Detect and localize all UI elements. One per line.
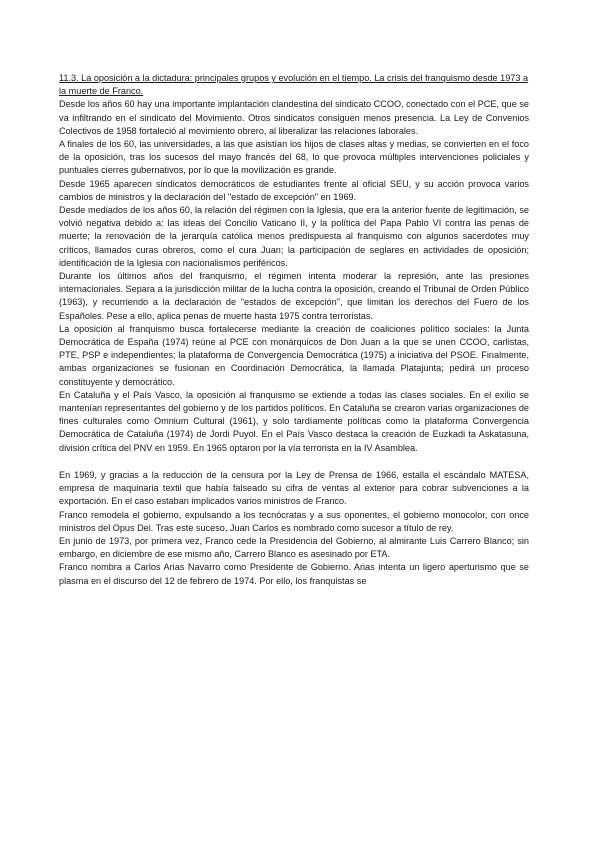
paragraph-government-remodel: Franco remodela el gobierno, expulsando a los tecnócratas y a sus oponentes, el gobierno monocolor, con once ministros del Opus Dei. Tras este suceso, Juan Carlos es nombrado como sucesor a título de rey.	[59, 509, 529, 533]
paragraph-universities: A finales de los 60, las universidades, a las que asistían los hijos de clases altas y medias, se convierten en el foco de la oposición, tras los sucesos del mayo francés del 68, lo que provoca múltiples intervenciones policiales y puntuales cierres gubernativos, por lo que la movilización es grande.	[59, 139, 529, 176]
paragraph-church: Desde mediados de los años 60, la relación del régimen con la Iglesia, que era la anterior fuente de legitimación, se volvió negativa debido a: las ideas del Concilio Vaticano II, y la política del Papa Pablo VI contra las penas de muerte; la renovación de la jerarquía católica menos predispuesta al franquismo con algunos sacerdotes muy críticos, llamados curas obreros, como el cura Juan; la participación de seglares en actividades de oposición; identificación de la Iglesia con nacionalismos periféricos.	[59, 205, 529, 268]
paragraph-matesa: En 1969, y gracias a la reducción de la censura por la Ley de Prensa de 1966, estalla el escándalo MATESA, empresa de maquinaria textil que había falseado su cifra de ventas al exterior para cobrar subvenciones a la exportación. En el caso estaban implicados varios ministros de Franco.	[59, 469, 529, 507]
paragraph-coalitions: La oposición al franquismo busca fortalecerse mediante la creación de coaliciones político sociales: la Junta Democrática de España (1974) reúne al PCE con monárquicos de Don Juan a la que se unen CCOO, carlistas, PTE, PSP e independientes; la plataforma de Convergencia Democrática (1975) a iniciativa del PSOE. Finalmente, ambas organizaciones se fusionan en Coordinación Democrática, la llamada Platajunta; pedirá un proceso constituyente y democrático.	[59, 323, 529, 387]
paragraph-ccoo: Desde los años 60 hay una importante implantación clandestina del sindicato CCOO, conectado con el PCE, que se va infiltrando en el sindicato del Movimiento. Otros sindicatos consiguen menos presencia. La Ley de Convenios Colectivos de 1958 fortaleció al movimiento obrero, al liberalizar las relaciones laborales.	[59, 99, 529, 136]
paragraph-catalonia-basque: En Cataluña y el País Vasco, la oposición al franquismo se extiende a todas las clases sociales. En el exilio se mantenían representantes del gobierno y de los partidos políticos. En Cataluña se crearon varias organizaciones de fines culturales como Omnium Cultural (1961), y solo tardíamente políticas como la plataforma Convergencia Democrática de Cataluña (1974) de Jordi Puyol. En el País Vasco destaca la creación de Euzkadi ta Askatasuna, división crítica del PNV en 1959. En 1965 optaron por la vía terrorista en la IV Asamblea.	[59, 389, 529, 453]
paragraph-student-unions: Desde 1965 aparecen sindicatos democráticos de estudiantes frente al oficial SEU, y su acción provoca varios cambios de ministros y la declaración del "estado de excepción" en 1969.	[59, 178, 529, 202]
document-page	[59, 72, 529, 588]
paragraph-carrero-blanco: En junio de 1973, por primera vez, Franco cede la Presidencia del Gobierno, al almirante Luis Carrero Blanco; sin embargo, en diciembre de ese mismo año, Carrero Blanco es asesinado por ETA.	[59, 535, 529, 560]
paragraph-gap	[59, 455, 529, 469]
paragraph-repression: Durante los últimos años del franquismo, el régimen intenta moderar la represión, ante las presiones internacionales. Separa a la jurisdicción militar de la lucha contra la oposición, creando el Tribunal de Orden Público (1963), y recurriendo a la declaración de "estados de excepción", que limitan los derechos del Fuero de los Españoles. Pese a ello, aplica penas de muerte hasta 1975 contra terroristas.	[59, 271, 529, 321]
paragraph-arias-navarro: Franco nombra a Carlos Arias Navarro como Presidente de Gobierno. Arias intenta un ligero aperturismo que se plasma en el discurso del 12 de febrero de 1974. Por ello, los franquistas se	[59, 562, 529, 586]
section-title: 11.3. La oposición a la dictadura: principales grupos y evolución en el tiempo. La crisis del franquismo desde 1973 a la muerte de Franco.	[59, 73, 529, 97]
